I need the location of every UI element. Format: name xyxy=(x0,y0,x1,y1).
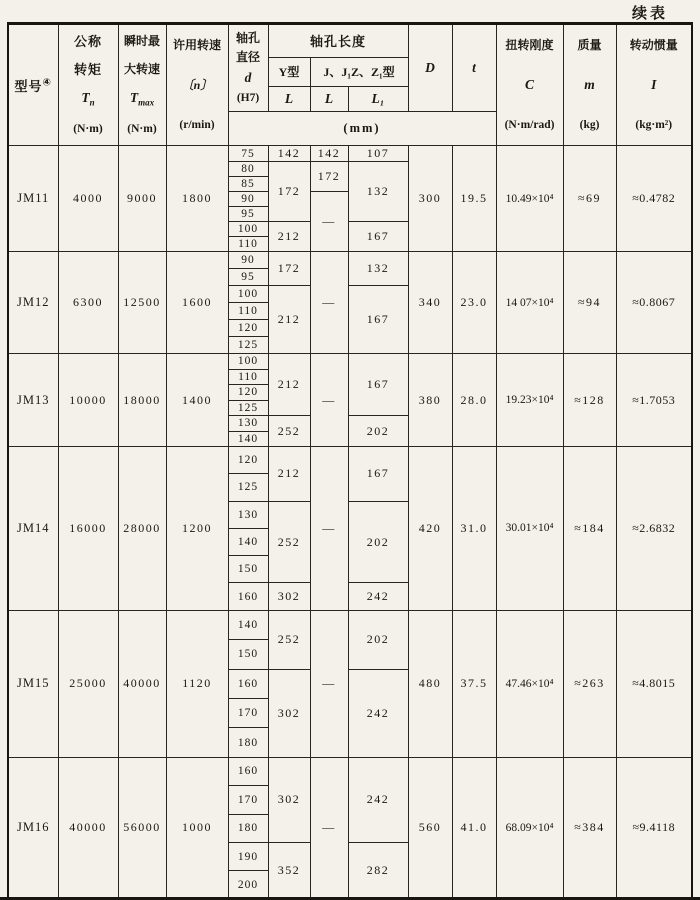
tmax-label-2: 大转速 xyxy=(123,61,160,76)
speed-unit: (r/min) xyxy=(179,118,215,131)
l1-cell: 167 xyxy=(348,447,408,502)
m-cell: ≈384 xyxy=(563,757,616,899)
D-cell: 380 xyxy=(408,354,452,447)
D-cell: 420 xyxy=(408,447,452,611)
d-cell: 95 xyxy=(228,269,268,286)
d-cell: 125 xyxy=(228,400,268,416)
tn-cell: 40000 xyxy=(58,757,118,899)
m-cell: ≈69 xyxy=(563,146,616,252)
jl-cell: 142 xyxy=(310,146,348,162)
d-cell: 170 xyxy=(228,698,268,727)
n-cell: 1600 xyxy=(166,252,228,354)
table-row xyxy=(8,447,692,474)
table-row xyxy=(8,757,692,785)
footnote-marker: ④ xyxy=(42,77,52,89)
mass-label: 质量 xyxy=(577,38,602,52)
jl-cell: — xyxy=(310,610,348,757)
d-cell: 180 xyxy=(228,728,268,757)
col-header-model xyxy=(8,24,58,146)
tmax-cell: 28000 xyxy=(118,447,166,611)
table-row xyxy=(8,354,692,370)
yl-cell: 302 xyxy=(268,583,310,610)
tmax-cell: 18000 xyxy=(118,354,166,447)
mass-symbol: m xyxy=(584,77,595,93)
d-cell: 90 xyxy=(228,252,268,269)
n-cell: 1400 xyxy=(166,354,228,447)
t-cell: 41.0 xyxy=(452,757,496,899)
d-cell: 110 xyxy=(228,369,268,385)
n-cell: 1000 xyxy=(166,757,228,899)
l1-cell: 202 xyxy=(348,610,408,669)
speed-symbol: 〔n〕 xyxy=(181,77,213,92)
t-cell: 37.5 xyxy=(452,610,496,757)
yl-cell: 302 xyxy=(268,669,310,757)
bore-label-1: 轴孔 xyxy=(235,31,260,45)
yl-cell: 252 xyxy=(268,610,310,669)
col-header-L-y: L xyxy=(268,86,310,111)
yl-cell: 142 xyxy=(268,146,310,162)
l1-cell: 167 xyxy=(348,354,408,416)
tn-symbol: T xyxy=(81,90,90,106)
n-cell: 1200 xyxy=(166,447,228,611)
col-header-allowable-speed xyxy=(166,24,228,146)
model-cell: JM14 xyxy=(8,447,58,611)
stiffness-symbol: C xyxy=(525,77,535,93)
tn-label-1: 公称 xyxy=(73,34,102,49)
l1-cell: 107 xyxy=(348,146,408,162)
D-cell: 560 xyxy=(408,757,452,899)
tn-cell: 10000 xyxy=(58,354,118,447)
I-cell: ≈0.4782 xyxy=(616,146,692,252)
stiffness-unit: (N·m/rad) xyxy=(504,118,555,131)
inertia-unit: (kg·m²) xyxy=(635,118,673,131)
d-cell: 100 xyxy=(228,354,268,370)
tn-cell: 25000 xyxy=(58,610,118,757)
table-row xyxy=(8,252,692,269)
n-cell: 1120 xyxy=(166,610,228,757)
d-cell: 160 xyxy=(228,669,268,698)
jl-cell: — xyxy=(310,192,348,252)
t-cell: 31.0 xyxy=(452,447,496,611)
m-cell: ≈94 xyxy=(563,252,616,354)
model-cell: JM16 xyxy=(8,757,58,899)
d-cell: 130 xyxy=(228,501,268,528)
yl-cell: 302 xyxy=(268,757,310,842)
d-cell: 100 xyxy=(228,286,268,303)
tn-cell: 4000 xyxy=(58,146,118,252)
d-cell: 160 xyxy=(228,757,268,785)
inertia-label: 转动惯量 xyxy=(629,38,678,52)
D-cell: 300 xyxy=(408,146,452,252)
C-cell: 10.49×10⁴ xyxy=(496,146,563,252)
tmax-unit: (N·m) xyxy=(127,122,157,135)
yl-cell: 212 xyxy=(268,354,310,416)
tmax-symbol-sub: max xyxy=(138,97,155,108)
d-cell: 200 xyxy=(228,871,268,899)
tmax-cell: 9000 xyxy=(118,146,166,252)
C-cell: 14 07×10⁴ xyxy=(496,252,563,354)
d-cell: 90 xyxy=(228,192,268,207)
yl-cell: 352 xyxy=(268,842,310,899)
yl-cell: 252 xyxy=(268,416,310,447)
yl-cell: 172 xyxy=(268,252,310,286)
l1-cell: 202 xyxy=(348,416,408,447)
tmax-cell: 40000 xyxy=(118,610,166,757)
d-cell: 125 xyxy=(228,337,268,354)
d-cell: 100 xyxy=(228,222,268,237)
yl-cell: 212 xyxy=(268,447,310,502)
d-cell: 110 xyxy=(228,237,268,252)
l1-cell: 132 xyxy=(348,162,408,222)
tmax-label-1: 瞬时最 xyxy=(123,34,160,48)
l1-cell: 282 xyxy=(348,842,408,899)
model-cell: JM15 xyxy=(8,610,58,757)
d-cell: 130 xyxy=(228,416,268,432)
col-header-torsional-stiffness xyxy=(496,24,563,146)
D-cell: 480 xyxy=(408,610,452,757)
jl-cell: — xyxy=(310,354,348,447)
d-cell: 80 xyxy=(228,162,268,177)
tmax-cell: 56000 xyxy=(118,757,166,899)
table-row xyxy=(8,610,692,639)
col-header-L1: L₁ xyxy=(348,86,408,111)
col-header-inertia xyxy=(616,24,692,146)
yl-cell: 252 xyxy=(268,501,310,583)
tn-cell: 6300 xyxy=(58,252,118,354)
d-cell: 140 xyxy=(228,528,268,555)
l1-cell: 167 xyxy=(348,222,408,252)
tmax-symbol: T xyxy=(129,89,139,105)
tn-unit: (N·m) xyxy=(73,122,103,135)
d-cell: 120 xyxy=(228,447,268,474)
d-cell: 95 xyxy=(228,207,268,222)
col-header-mass xyxy=(563,24,616,146)
d-cell: 110 xyxy=(228,303,268,320)
jl-cell: — xyxy=(310,252,348,354)
I-cell: ≈1.7053 xyxy=(616,354,692,447)
d-cell: 190 xyxy=(228,842,268,870)
d-cell: 140 xyxy=(228,610,268,639)
C-cell: 68.09×10⁴ xyxy=(496,757,563,899)
C-cell: 19.23×10⁴ xyxy=(496,354,563,447)
d-cell: 180 xyxy=(228,814,268,842)
coupling-spec-table xyxy=(7,22,693,900)
jl-cell: — xyxy=(310,447,348,611)
bore-label-2: 直径 xyxy=(235,50,260,65)
col-header-bore-length: 轴孔长度 xyxy=(268,24,408,58)
l1-cell: 242 xyxy=(348,669,408,757)
C-cell: 47.46×10⁴ xyxy=(496,610,563,757)
I-cell: ≈0.8067 xyxy=(616,252,692,354)
l1-cell: 202 xyxy=(348,501,408,583)
yl-cell: 172 xyxy=(268,162,310,222)
col-header-L-j: L xyxy=(310,86,348,111)
n-cell: 1800 xyxy=(166,146,228,252)
jl-cell: — xyxy=(310,757,348,899)
stiffness-label: 扭转刚度 xyxy=(505,38,554,52)
model-cell: JM12 xyxy=(8,252,58,354)
col-header-nominal-torque xyxy=(58,24,118,146)
col-header-D: D xyxy=(408,24,452,112)
tn-label-2: 转矩 xyxy=(73,62,102,78)
continued-label: 续表 xyxy=(631,6,668,22)
d-cell: 150 xyxy=(228,640,268,669)
col-header-y-type: Y型 xyxy=(268,57,310,86)
yl-cell: 212 xyxy=(268,286,310,354)
l1-cell: 167 xyxy=(348,286,408,354)
tn-cell: 16000 xyxy=(58,447,118,611)
col-header-bore-diameter xyxy=(228,24,268,112)
mm-unit-cell: (mm) xyxy=(228,112,496,146)
speed-label: 许用转速 xyxy=(172,38,221,52)
D-cell: 340 xyxy=(408,252,452,354)
col-header-max-torque xyxy=(118,24,166,146)
tn-symbol-sub: n xyxy=(89,97,95,108)
I-cell: ≈2.6832 xyxy=(616,447,692,611)
model-cell: JM11 xyxy=(8,146,58,252)
d-cell: 150 xyxy=(228,556,268,583)
d-cell: 75 xyxy=(228,146,268,162)
jl-cell: 172 xyxy=(310,162,348,192)
d-cell: 160 xyxy=(228,583,268,610)
I-cell: ≈9.4118 xyxy=(616,757,692,899)
d-cell: 125 xyxy=(228,474,268,501)
t-cell: 28.0 xyxy=(452,354,496,447)
bore-unit: (H7) xyxy=(236,91,260,104)
mass-unit: (kg) xyxy=(579,118,600,131)
m-cell: ≈184 xyxy=(563,447,616,611)
d-cell: 140 xyxy=(228,431,268,447)
d-cell: 120 xyxy=(228,385,268,401)
m-cell: ≈128 xyxy=(563,354,616,447)
table-row xyxy=(8,146,692,162)
model-header-label: 型号 xyxy=(14,78,43,94)
t-cell: 23.0 xyxy=(452,252,496,354)
yl-cell: 212 xyxy=(268,222,310,252)
col-header-j-type: J、J₁Z、Z₁型 xyxy=(310,57,408,86)
I-cell: ≈4.8015 xyxy=(616,610,692,757)
l1-cell: 242 xyxy=(348,757,408,842)
d-cell: 120 xyxy=(228,320,268,337)
d-cell: 85 xyxy=(228,177,268,192)
tmax-cell: 12500 xyxy=(118,252,166,354)
d-cell: 170 xyxy=(228,786,268,814)
l1-cell: 132 xyxy=(348,252,408,286)
model-cell: JM13 xyxy=(8,354,58,447)
C-cell: 30.01×10⁴ xyxy=(496,447,563,611)
t-cell: 19.5 xyxy=(452,146,496,252)
m-cell: ≈263 xyxy=(563,610,616,757)
inertia-symbol: I xyxy=(651,77,657,93)
l1-cell: 242 xyxy=(348,583,408,610)
bore-symbol: d xyxy=(244,69,252,85)
col-header-t: t xyxy=(452,24,496,112)
